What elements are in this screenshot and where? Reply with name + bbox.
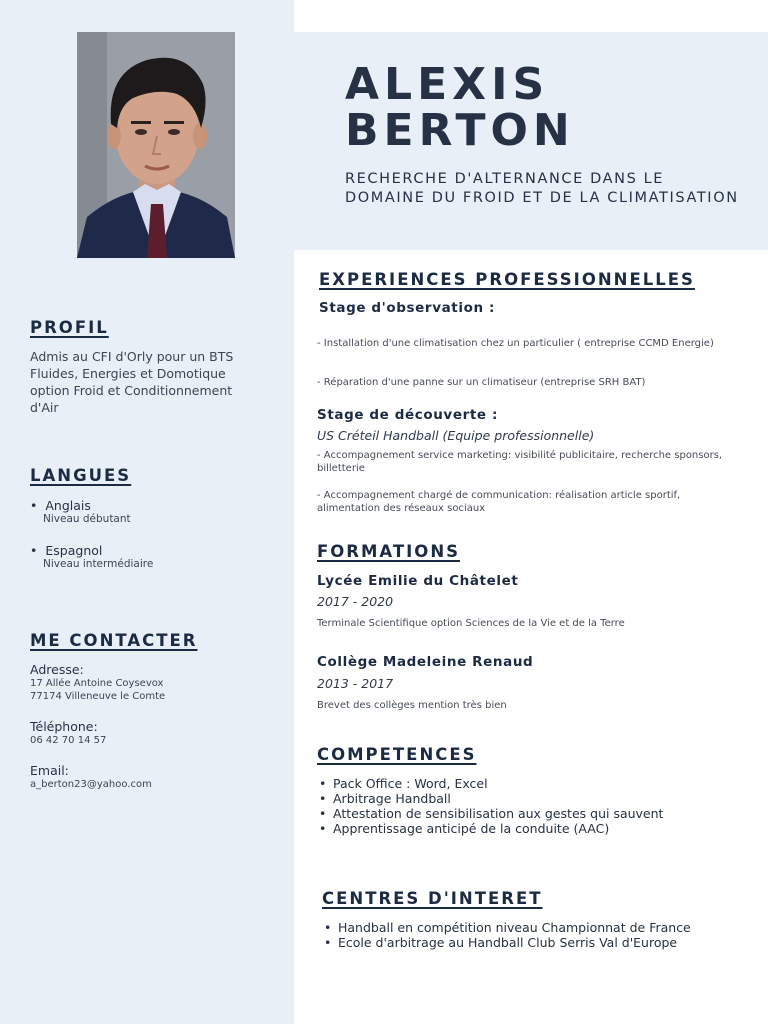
stage1-item: - Réparation d'une panne sur un climatiseur (entreprise SRH BAT) — [317, 377, 646, 388]
formation-desc: Terminale Scientifique option Sciences de la Vie et de la Terre — [317, 618, 625, 629]
formation-school: Collège Madeleine Renaud — [317, 654, 534, 670]
competences-list — [317, 776, 747, 836]
interets-list — [322, 920, 722, 950]
experiences-title: EXPERIENCES PROFESSIONNELLES — [319, 270, 695, 289]
stage1-item: - Installation d'une climatisation chez un particulier ( entreprise CCMD Energie) — [317, 338, 714, 349]
list-item: • Handball en compétition niveau Championnat de France — [322, 920, 722, 935]
tagline: RECHERCHE D'ALTERNANCE DANS LE DOMAINE DU FROID ET DE LA CLIMATISATION — [345, 171, 739, 206]
language-level: Niveau intermédiaire — [43, 558, 154, 570]
contact-address — [30, 662, 165, 703]
formation-desc: Brevet des collèges mention très bien — [317, 700, 507, 711]
full-name — [345, 59, 575, 156]
email-label: Email: — [30, 763, 69, 778]
list-item — [30, 543, 153, 570]
stage2-title: Stage de découverte : — [317, 407, 498, 423]
profile-photo — [77, 32, 235, 258]
language-level: Niveau débutant — [43, 513, 131, 525]
address-line2: 77174 Villeneuve le Comte — [30, 691, 166, 702]
stage2-org: US Créteil Handball (Equipe professionnelle) — [317, 428, 595, 443]
first-name: ALEXIS — [345, 59, 550, 110]
address-label: Adresse: — [30, 662, 84, 677]
list-item: • Attestation de sensibilisation aux gestes qui sauvent — [317, 806, 747, 821]
list-item: • Ecole d'arbitrage au Handball Club Serris Val d'Europe — [322, 935, 722, 950]
list-item: • Pack Office : Word, Excel — [317, 776, 747, 791]
competences-title: COMPETENCES — [317, 745, 477, 764]
formation-years: 2017 - 2020 — [317, 594, 394, 609]
list-item — [30, 498, 153, 525]
last-name: BERTON — [345, 105, 575, 156]
profil-text: Admis au CFI d'Orly pour un BTS Fluides, Energies et Domotique option Froid et Conditionnement d'Air — [30, 349, 234, 415]
formation-school: Lycée Emilie du Châtelet — [317, 573, 519, 589]
contact-phone — [30, 719, 106, 747]
stage1-title: Stage d'observation : — [319, 300, 495, 316]
formation-years: 2013 - 2017 — [317, 676, 394, 691]
contact-email — [30, 763, 152, 791]
stage2-item: - Accompagnement chargé de communication: réalisation article sportif, alimentation des réseaux sociaux — [317, 490, 681, 514]
stage2-item: - Accompagnement service marketing: visibilité publicitaire, recherche sponsors, billetterie — [317, 450, 723, 474]
contact-title: ME CONTACTER — [30, 631, 198, 650]
interets-title: CENTRES D'INTERET — [322, 889, 543, 908]
language-name: • Espagnol — [30, 543, 153, 558]
language-name: • Anglais — [30, 498, 153, 513]
profil-title: PROFIL — [30, 318, 109, 337]
address-line1: 17 Allée Antoine Coysevox — [30, 678, 164, 689]
list-item: • Apprentissage anticipé de la conduite (AAC) — [317, 821, 747, 836]
phone-label: Téléphone: — [30, 719, 98, 734]
formations-title: FORMATIONS — [317, 542, 461, 561]
list-item: • Arbitrage Handball — [317, 791, 747, 806]
langues-list — [30, 498, 153, 570]
langues-title: LANGUES — [30, 466, 132, 485]
email-value[interactable]: a_berton23@yahoo.com — [30, 779, 152, 790]
phone-value[interactable]: 06 42 70 14 57 — [30, 735, 107, 746]
